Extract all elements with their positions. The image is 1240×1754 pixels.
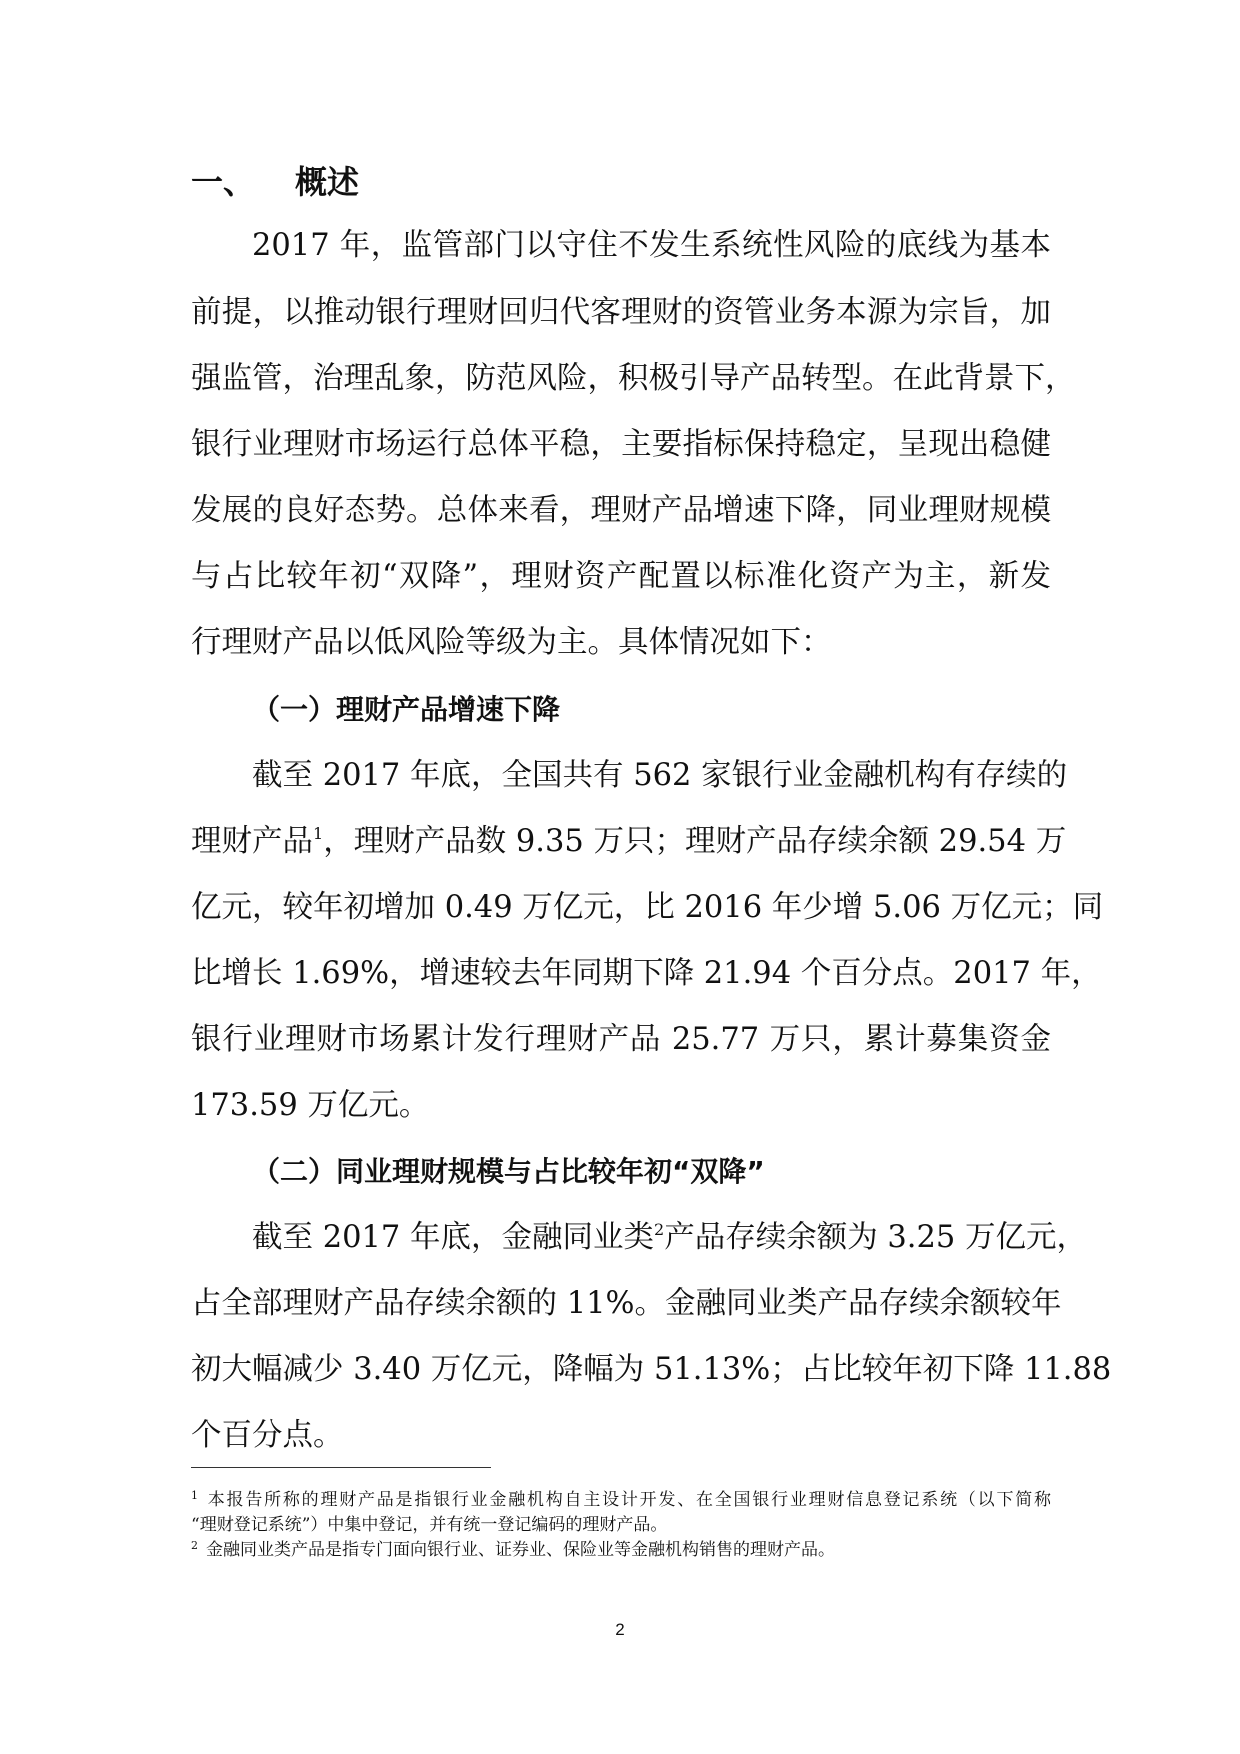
footnote-text: 本报告所称的理财产品是指银行业金融机构自主设计开发、在全国银行业理财信息登记系统（以下简称 (206, 1490, 1051, 1510)
paragraph-line: 与占比较年初“双降”，理财资产配置以标准化资产为主，新发 (191, 559, 1051, 594)
subsection-heading-2: （二）同业理财规模与占比较年初“双降” (252, 1155, 765, 1188)
paragraph-line: 个百分点。 (191, 1418, 344, 1453)
paragraph-line: 强监管，治理乱象，防范风险，积极引导产品转型。在此背景下， (191, 361, 1076, 396)
text-span: 理财产品 (191, 824, 313, 859)
paragraph-line: 比增长 1.69%，增速较去年同期下降 21.94 个百分点。2017 年， (191, 956, 1102, 991)
text-span: ，理财产品数 9.35 万只；理财产品存续余额 29.54 万 (323, 824, 1067, 859)
footnote-ref-2[interactable]: 2 (654, 1220, 665, 1239)
paragraph-line: 173.59 万亿元。 (191, 1088, 430, 1123)
paragraph-line: 银行业理财市场累计发行理财产品 25.77 万只，累计募集资金 (191, 1022, 1051, 1057)
paragraph-line: 前提，以推动银行理财回归代客理财的资管业务本源为宗旨，加 (191, 295, 1051, 330)
footnote-divider (191, 1467, 491, 1468)
paragraph-line: 初大幅减少 3.40 万亿元，降幅为 51.13%；占比较年初下降 11.88 (191, 1352, 1112, 1387)
text-span: 产品存续余额为 3.25 万亿元， (664, 1220, 1088, 1255)
section-title: 概述 (295, 163, 360, 201)
section-heading (191, 162, 359, 202)
paragraph-line: 2017 年，监管部门以守住不发生系统性风险的底线为基本 (252, 228, 1051, 263)
footnote-ref-1[interactable]: 1 (313, 824, 324, 843)
paragraph-line: 行理财产品以低风险等级为主。具体情况如下： (191, 625, 832, 660)
paragraph-line: 亿元，较年初增加 0.49 万亿元，比 2016 年少增 5.06 万亿元；同 (191, 890, 1104, 925)
subsection-heading-1: （一）理财产品增速下降 (252, 693, 561, 726)
paragraph-line (252, 1218, 1088, 1258)
footnote-mark: 2 (191, 1539, 198, 1552)
paragraph-line: 占全部理财产品存续余额的 11%。金融同业类产品存续余额较年 (191, 1286, 1062, 1321)
footnote-2 (191, 1538, 1051, 1562)
footnote-1 (191, 1488, 1051, 1512)
page-number: 2 (615, 1620, 625, 1639)
section-number: 一、 (191, 163, 256, 201)
paragraph-line: 发展的良好态势。总体来看，理财产品增速下降，同业理财规模 (191, 493, 1051, 528)
paragraph-line: 银行业理财市场运行总体平稳，主要指标保持稳定，呈现出稳健 (191, 427, 1051, 462)
text-span: 截至 2017 年底，金融同业类 (252, 1220, 655, 1255)
footnote-1-continued: “理财登记系统”）中集中登记，并有统一登记编码的理财产品。 (191, 1515, 668, 1535)
paragraph-line: 截至 2017 年底，全国共有 562 家银行业金融机构有存续的 (252, 758, 1068, 793)
footnote-mark: 1 (191, 1489, 198, 1502)
footnote-text: 金融同业类产品是指专门面向银行业、证券业、保险业等金融机构销售的理财产品。 (206, 1540, 835, 1560)
paragraph-line (191, 822, 1067, 862)
